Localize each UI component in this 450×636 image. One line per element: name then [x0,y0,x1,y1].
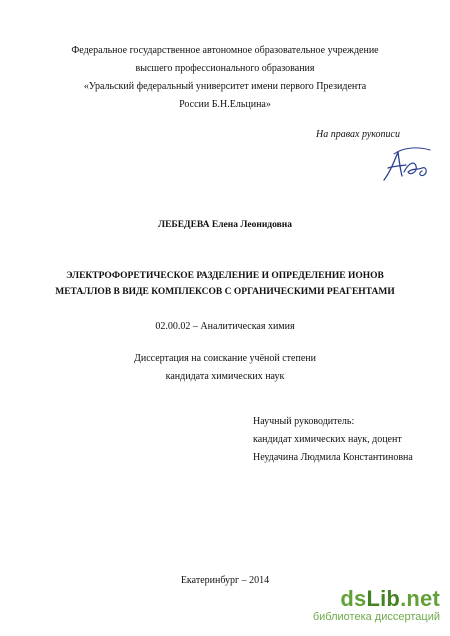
handwritten-signature [378,142,434,186]
rights-note: На правах рукописи [316,129,400,140]
institution-line-4: России Б.Н.Ельцина» [179,99,271,110]
institution-line-2: высшего профессионального образования [135,63,315,74]
author-name: ЛЕБЕДЕВА Елена Леонидовна [158,220,292,230]
logo-lib: Lib [366,586,401,611]
institution-line-3: «Уральский федеральный университет имени первого Президента [83,81,367,92]
logo-net: .net [400,586,440,611]
watermark-caption: библиотека диссертаций [312,611,440,623]
supervisor-degree: кандидат химических наук, доцент [253,434,402,445]
logo-ds: ds [340,586,367,611]
supervisor-heading: Научный руководитель: [253,416,355,427]
specialty-text: 02.00.02 – Аналитическая химия [155,321,295,332]
degree-line-1: Диссертация на соискание учёной степени [134,353,316,364]
degree-line-2: кандидата химических наук [165,371,285,382]
dissertation-title [0,268,450,300]
institution-line-1: Федеральное государственное автономное образовательное учреждение [71,45,379,56]
supervisor-block [253,413,413,467]
dslib-logo [260,588,440,610]
supervisor-name: Неудачина Людмила Константиновна [253,452,413,463]
degree-statement [0,350,450,386]
title-line-1: ЭЛЕКТРОФОРЕТИЧЕСКОЕ РАЗДЕЛЕНИЕ И ОПРЕДЕЛЕНИЕ ИОНОВ [66,271,384,281]
dslib-watermark [260,588,440,624]
city-year-text: Екатеринбург – 2014 [180,575,270,586]
specialty-code [0,318,450,336]
title-line-2: МЕТАЛЛОВ В ВИДЕ КОМПЛЕКСОВ С ОРГАНИЧЕСКИМИ РЕАГЕНТАМИ [55,287,395,297]
institution-header [0,42,450,114]
